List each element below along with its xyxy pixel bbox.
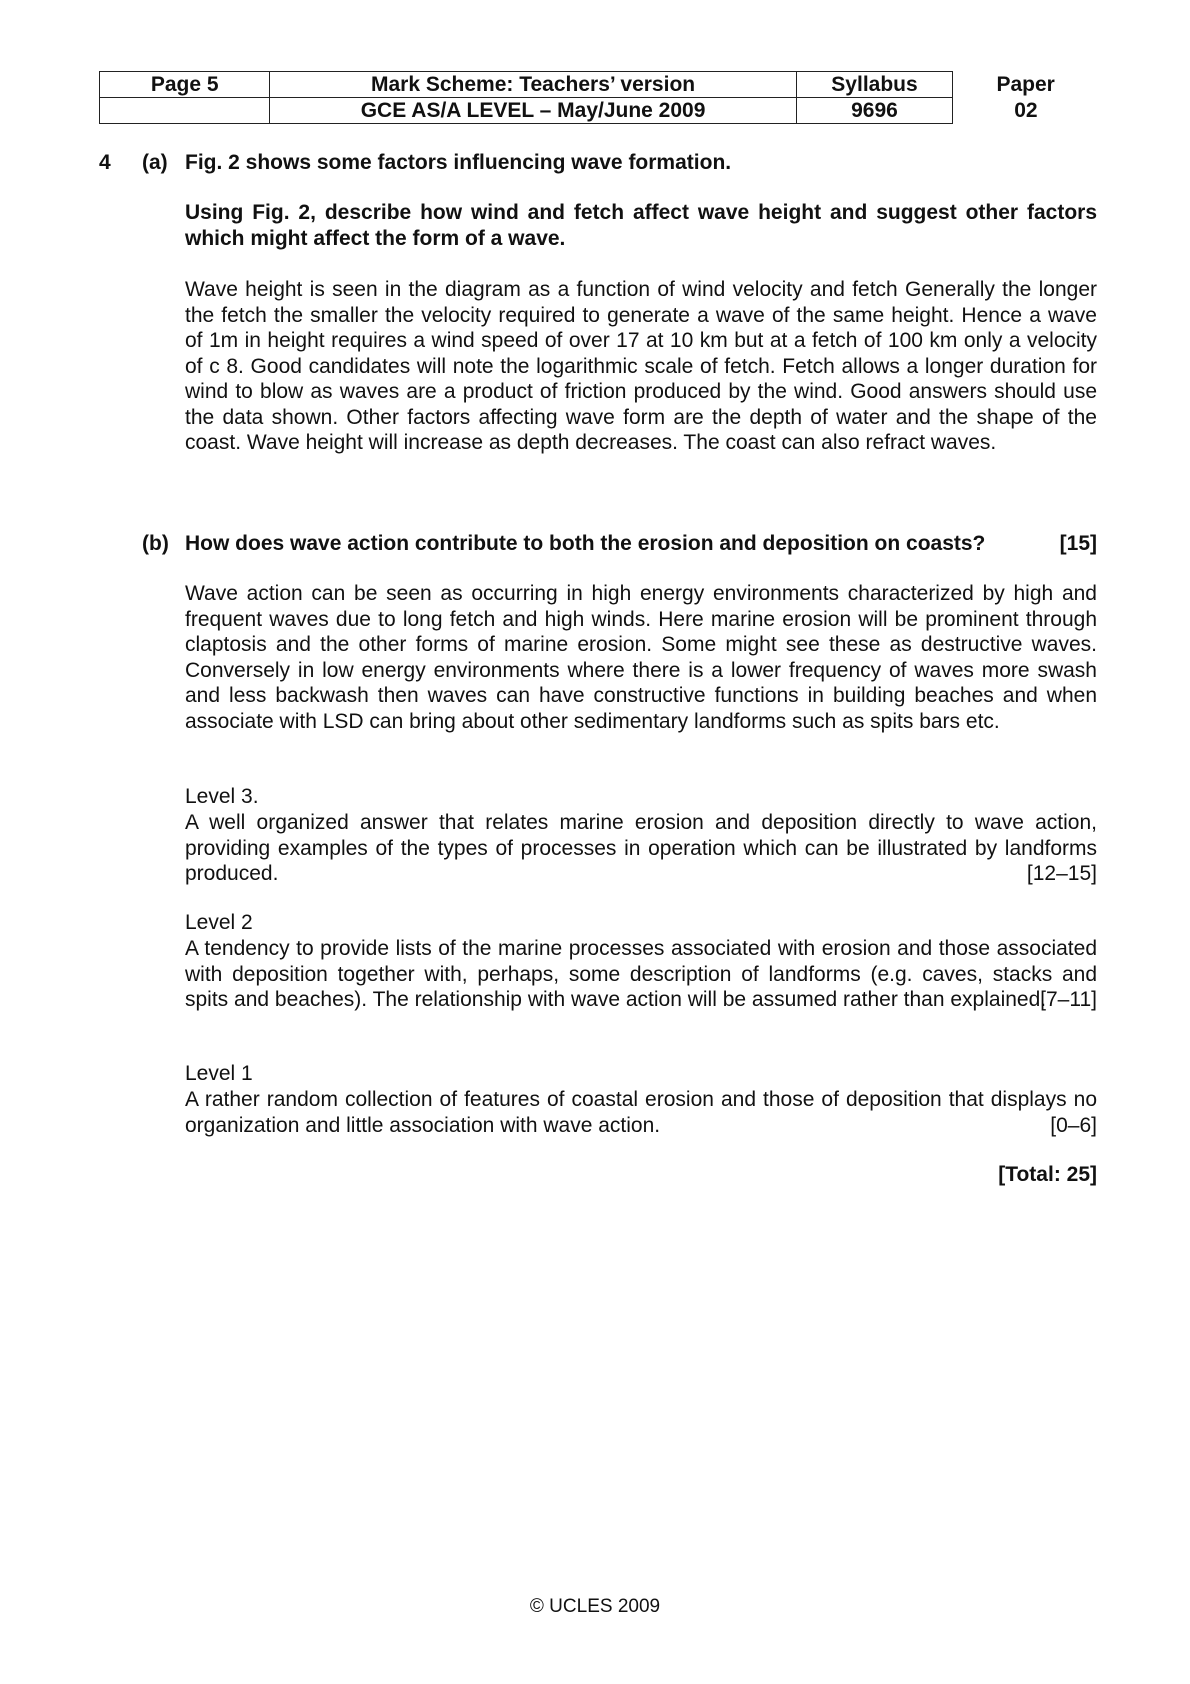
header-syllabus-label: Syllabus	[796, 72, 953, 98]
header-syllabus-value: 9696	[796, 98, 953, 124]
level2-title: Level 2	[185, 911, 253, 934]
level1-block	[185, 1087, 1097, 1138]
level1-marks: [0–6]	[1050, 1113, 1097, 1137]
part-a-answer: Wave height is seen in the diagram as a function of wind velocity and fetch Generally the longer the fetch the smaller the velocity required to generate a wave of the same height. Hence a wave of 1m in height requires a wind speed of over 17 at 10 km but at a fetch of 100 km only a velocity of c 8. Good candidates will note the logarithmic scale of fetch. Fetch allows a longer duration for wind to blow as waves are a product of friction produced by the wind. Good answers should use the data shown. Other factors affecting wave form are the depth of water and the shape of the coast. Wave height will increase as depth decreases. The coast can also refract waves.	[185, 278, 1097, 454]
header-title-bottom: GCE AS/A LEVEL – May/June 2009	[270, 98, 796, 124]
part-b-label: (b)	[142, 532, 169, 555]
header-title-top: Mark Scheme: Teachers’ version	[270, 72, 796, 98]
level1-title: Level 1	[185, 1062, 253, 1085]
level2-marks: [7–11]	[1040, 988, 1097, 1011]
part-a-label: (a)	[142, 151, 168, 174]
header-page: Page 5	[100, 72, 270, 98]
part-a-line1: Fig. 2 shows some factors influencing wave formation.	[185, 151, 732, 174]
level3-title: Level 3.	[185, 785, 259, 808]
level2-text: A tendency to provide lists of the marine processes associated with erosion and those associated with deposition together with, perhaps, some description of landforms (e.g. caves, stacks and spits and beaches). The relationship with wave action will be assumed rather than explained.	[185, 937, 1097, 1011]
question-number: 4	[99, 151, 111, 174]
part-b-marks: [15]	[1059, 532, 1097, 555]
part-b-answer: Wave action can be seen as occurring in high energy environments characterized by high and frequent waves due to long fetch and high winds. Here marine erosion will be prominent through claptosis and the other forms of marine erosion. Some might see these as destructive waves. Conversely in low energy environments where there is a lower frequency of waves more swash and less backwash then waves can have constructive functions in building beaches and when associate with LSD can bring about other sedimentary landforms such as spits bars etc.	[185, 582, 1097, 733]
header-paper-value: 02	[1014, 99, 1038, 122]
part-a-prompt: Using Fig. 2, describe how wind and fetch affect wave height and suggest other factors which might affect the form of a wave.	[185, 201, 1097, 250]
part-b-prompt-row	[185, 531, 1097, 557]
level1-text: A rather random collection of features of coastal erosion and those of deposition that displays no organization and little association with wave action.	[185, 1088, 1097, 1137]
part-b-prompt: How does wave action contribute to both the erosion and deposition on coasts?	[185, 532, 986, 555]
total-marks: [Total: 25]	[998, 1163, 1097, 1186]
level2-block	[185, 936, 1097, 1013]
level3-block	[185, 810, 1097, 887]
header-paper-label: Paper	[996, 73, 1055, 96]
level3-marks: [12–15]	[1026, 862, 1097, 885]
header-empty-cell	[100, 98, 270, 124]
copyright-footer: © UCLES 2009	[529, 1596, 661, 1617]
level3-text: A well organized answer that relates marine erosion and deposition directly to wave action, providing examples of the types of processes in operation which can be illustrated by landforms produced.	[185, 811, 1097, 885]
header-table	[99, 71, 1099, 124]
